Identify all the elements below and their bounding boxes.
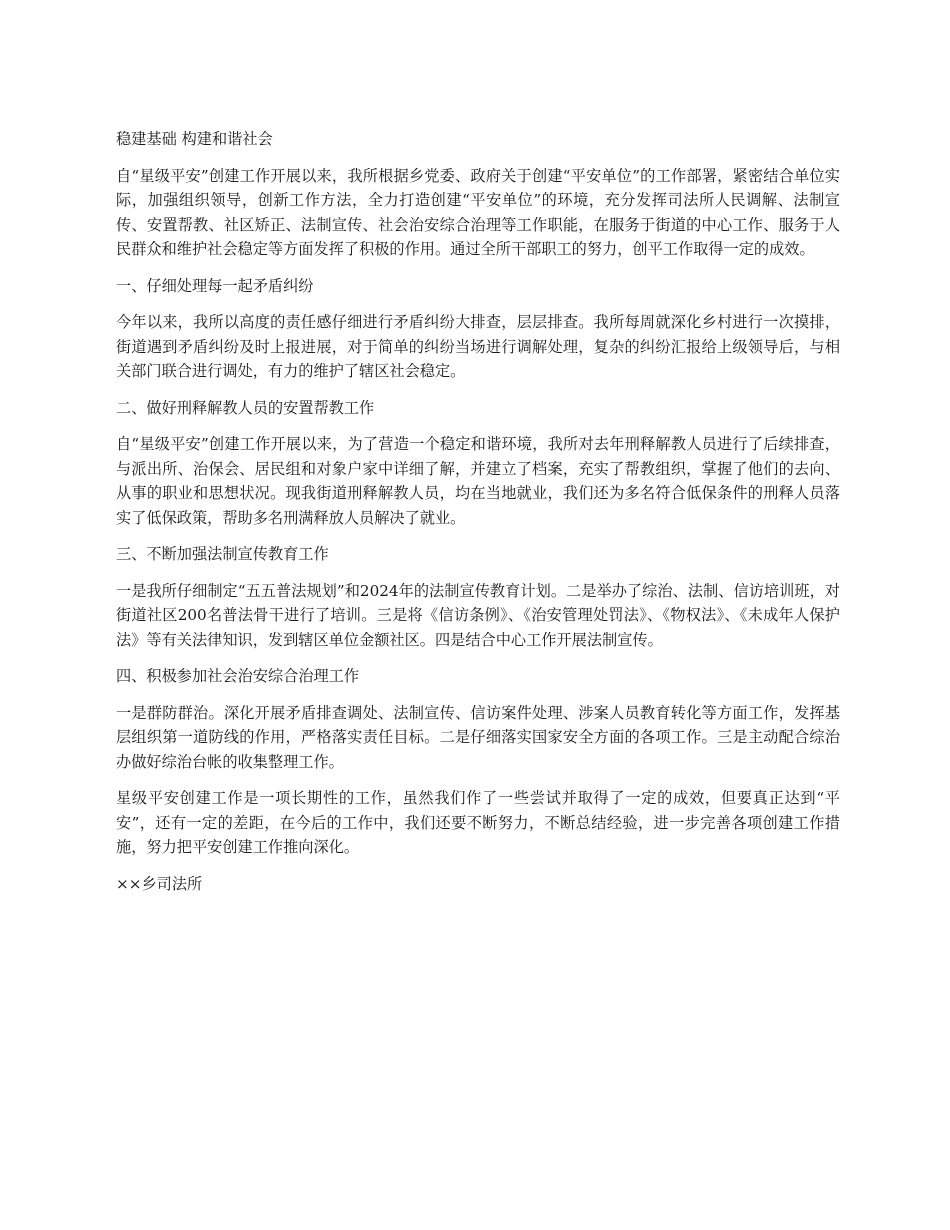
section-body-2: 自“星级平安”创建工作开展以来，为了营造一个稳定和谐环境，我所对去年刑释解教人员进行了后续排查，与派出所、治保会、居民组和对象户家中详细了解，并建立了档案，充实了帮教组织，掌握了他们的去向、从事的职业和思想状况。现我街道刑释解教人员，均在当地就业，我们还为多名符合低保条件的刑释人员落实了低保政策，帮助多名刑满释放人员解决了就业。 <box>116 435 840 527</box>
spacer <box>116 530 840 542</box>
section-body-1: 今年以来，我所以高度的责任感仔细进行矛盾纠纷大排查，层层排查。我所每周就深化乡村进行一次摸排，街道遇到矛盾纠纷及时上报进展，对于简单的纠纷当场进行调解处理，复杂的纠纷汇报给上级领导后，与相关部门联合进行调处，有力的维护了辖区社会稳定。 <box>116 313 840 380</box>
document-page <box>116 127 840 896</box>
spacer <box>116 689 840 701</box>
document-title: 稳建基础 构建和谐社会 <box>116 130 273 148</box>
spacer <box>116 420 840 432</box>
intro-paragraph: 自“星级平安”创建工作开展以来，我所根据乡党委、政府关于创建“平安单位”的工作部署，紧密结合单位实际，加强组织领导，创新工作方法，全力打造创建“平安单位”的环境，充分发挥司法所人民调解、法制宣传、安置帮教、社区矫正、法制宣传、社会治安综合治理等工作职能，在服务于街道的中心工作、服务于人民群众和维护社会稳定等方面发挥了积极的作用。通过全所干部职工的努力，创平工作取得一定的成效。 <box>116 166 840 258</box>
section-heading-1: 一、仔细处理每一起矛盾纠纷 <box>116 276 314 295</box>
section-heading-2: 二、做好刑释解教人员的安置帮教工作 <box>116 398 375 417</box>
spacer <box>116 152 840 164</box>
section-body-3: 一是我所仔细制定“五五普法规划”和2024年的法制宣传教育计划。二是举办了综治、法制、信访培训班，对街道社区200名普法骨干进行了培训。三是将《信访条例》、《治安管理处罚法》、《物权法》、《未成年人保护法》等有关法律知识，发到辖区单位金额社区。四是结合中心工作开展法制宣传。 <box>116 581 840 649</box>
spacer <box>116 652 840 664</box>
spacer <box>116 298 840 310</box>
section-body-4: 一是群防群治。深化开展矛盾排查调处、法制宣传、信访案件处理、涉案人员教育转化等方面工作，发挥基层组织第一道防线的作用，严格落实责任目标。二是仔细落实国家安全方面的各项工作。三是主动配合综治办做好综治台帐的收集整理工作。 <box>116 703 840 771</box>
spacer <box>116 567 840 579</box>
section-heading-4: 四、积极参加社会治安综合治理工作 <box>116 667 359 685</box>
spacer <box>116 262 840 274</box>
section-heading-3: 三、不断加强法制宣传教育工作 <box>116 545 329 563</box>
spacer <box>116 774 840 786</box>
conclusion-paragraph: 星级平安创建工作是一项长期性的工作，虽然我们作了一些尝试并取得了一定的成效，但要真正达到“平安”，还有一定的差距，在今后的工作中，我们还要不断努力，不断总结经验，进一步完善各项创建工作措施，努力把平安创建工作推向深化。 <box>116 789 840 856</box>
spacer <box>116 384 840 396</box>
signature: ××乡司法所 <box>116 874 203 893</box>
spacer <box>116 860 840 872</box>
